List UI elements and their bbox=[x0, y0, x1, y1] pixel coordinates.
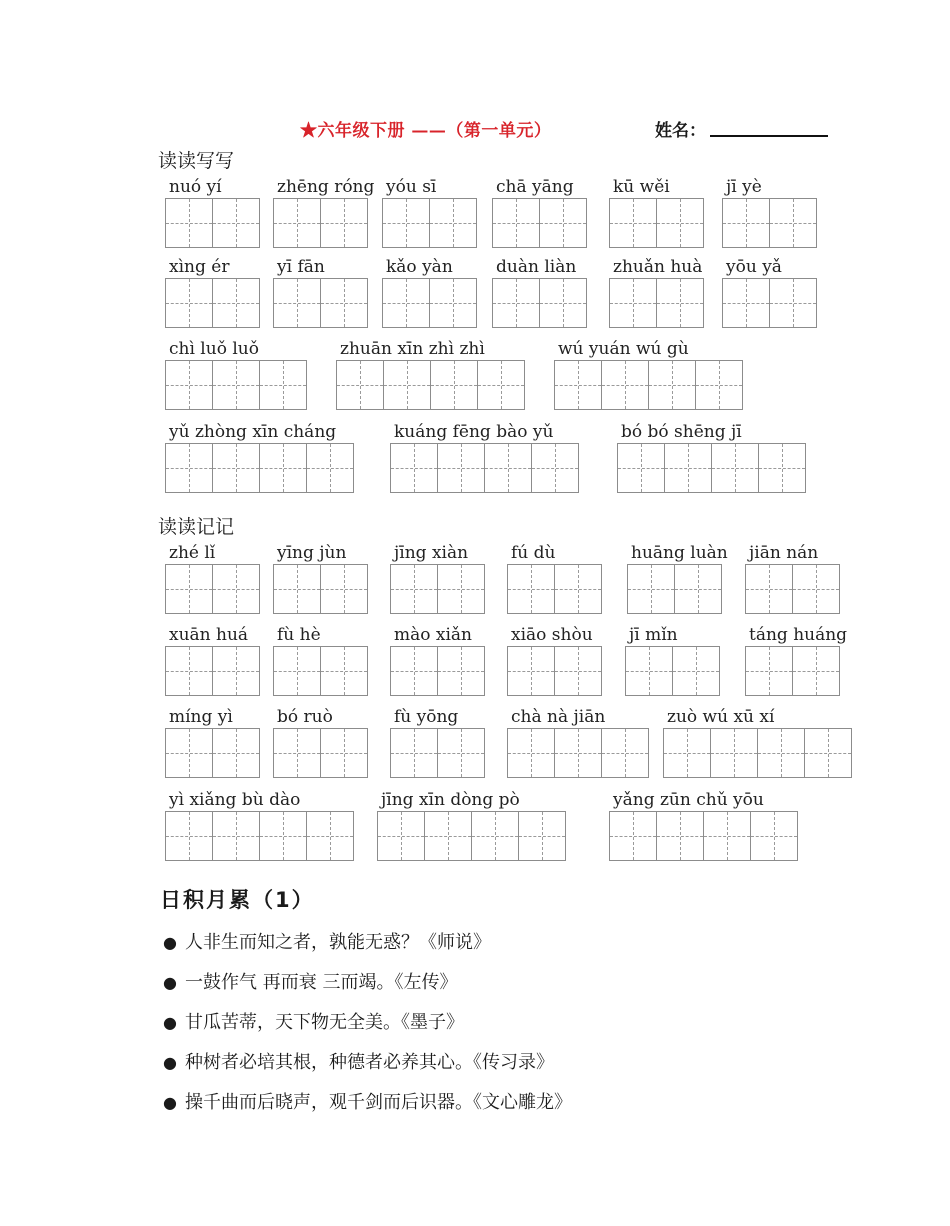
pinyin-label: jīng xīn dòng pò bbox=[381, 790, 520, 810]
writing-cell[interactable] bbox=[424, 811, 472, 861]
writing-cell[interactable] bbox=[273, 198, 321, 248]
pinyin-label: chì luǒ luǒ bbox=[169, 339, 259, 359]
writing-cell[interactable] bbox=[769, 198, 817, 248]
proverb-item bbox=[163, 928, 491, 954]
writing-cell[interactable] bbox=[437, 728, 485, 778]
pinyin-label: jiān nán bbox=[749, 543, 819, 563]
writing-cell[interactable] bbox=[745, 646, 793, 696]
writing-cell[interactable] bbox=[165, 278, 213, 328]
writing-cell[interactable] bbox=[259, 811, 307, 861]
writing-cell[interactable] bbox=[212, 646, 260, 696]
pinyin-label: bó bó shēng jī bbox=[621, 422, 742, 442]
writing-cell[interactable] bbox=[212, 564, 260, 614]
writing-cell[interactable] bbox=[273, 564, 321, 614]
name-field[interactable] bbox=[710, 135, 828, 137]
proverb-text: 甘瓜苦蒂，天下物无全美。《墨子》 bbox=[185, 1012, 464, 1033]
pinyin-label: yī fān bbox=[277, 257, 325, 277]
bullet-icon: ● bbox=[163, 1093, 177, 1112]
pinyin-label: huāng luàn bbox=[631, 543, 728, 563]
writing-cell[interactable] bbox=[507, 564, 555, 614]
bullet-icon: ● bbox=[163, 1053, 177, 1072]
writing-cell[interactable] bbox=[212, 198, 260, 248]
writing-cell[interactable] bbox=[437, 443, 485, 493]
pinyin-label: bó ruò bbox=[277, 707, 333, 727]
writing-cell[interactable] bbox=[625, 646, 673, 696]
writing-cell[interactable] bbox=[259, 443, 307, 493]
writing-cell[interactable] bbox=[663, 728, 711, 778]
bullet-icon: ● bbox=[163, 933, 177, 952]
writing-cell[interactable] bbox=[804, 728, 852, 778]
writing-cell[interactable] bbox=[507, 728, 555, 778]
writing-cell[interactable] bbox=[306, 811, 354, 861]
writing-cell[interactable] bbox=[336, 360, 384, 410]
writing-cell[interactable] bbox=[656, 811, 704, 861]
writing-cell[interactable] bbox=[382, 198, 430, 248]
proverb-text: 人非生而知之者，孰能无惑？《师说》 bbox=[185, 932, 491, 953]
writing-cell[interactable] bbox=[601, 360, 649, 410]
writing-cell[interactable] bbox=[492, 278, 540, 328]
writing-cell[interactable] bbox=[165, 811, 213, 861]
pinyin-label: nuó yí bbox=[169, 177, 222, 197]
pinyin-label: xìng ér bbox=[169, 257, 230, 277]
writing-cell[interactable] bbox=[648, 360, 696, 410]
pinyin-label: kū wěi bbox=[613, 177, 670, 197]
proverb-text: 一鼓作气 再而衰 三而竭。《左传》 bbox=[185, 972, 458, 993]
writing-cell[interactable] bbox=[390, 443, 438, 493]
writing-cell[interactable] bbox=[757, 728, 805, 778]
writing-cell[interactable] bbox=[212, 811, 260, 861]
writing-cell[interactable] bbox=[656, 198, 704, 248]
writing-cell[interactable] bbox=[674, 564, 722, 614]
proverb-item bbox=[163, 968, 457, 994]
writing-cell[interactable] bbox=[710, 728, 758, 778]
writing-cell[interactable] bbox=[477, 360, 525, 410]
pinyin-label: fú dù bbox=[511, 543, 556, 563]
pinyin-label: fù hè bbox=[277, 625, 321, 645]
writing-cell[interactable] bbox=[492, 198, 540, 248]
writing-cell[interactable] bbox=[518, 811, 566, 861]
pinyin-label: yǎng zūn chǔ yōu bbox=[613, 790, 764, 810]
writing-cell[interactable] bbox=[554, 564, 602, 614]
pinyin-label: xuān huá bbox=[169, 625, 249, 645]
proverb-text: 操千曲而后晓声，观千剑而后识器。《文心雕龙》 bbox=[185, 1092, 572, 1113]
writing-cell[interactable] bbox=[656, 278, 704, 328]
pinyin-label: jīng xiàn bbox=[394, 543, 469, 563]
writing-cell[interactable] bbox=[617, 443, 665, 493]
writing-cell[interactable] bbox=[390, 564, 438, 614]
section-heading-read-remember: 读读记记 bbox=[158, 516, 235, 538]
writing-cell[interactable] bbox=[259, 360, 307, 410]
writing-cell[interactable] bbox=[212, 443, 260, 493]
writing-cell[interactable] bbox=[792, 646, 840, 696]
writing-cell[interactable] bbox=[711, 443, 759, 493]
bullet-icon: ● bbox=[163, 973, 177, 992]
pinyin-label: fù yōng bbox=[394, 707, 459, 727]
writing-cell[interactable] bbox=[320, 646, 368, 696]
writing-cell[interactable] bbox=[212, 278, 260, 328]
pinyin-label: táng huáng bbox=[749, 625, 848, 645]
proverb-item bbox=[163, 1088, 572, 1114]
pinyin-label: yì xiǎng bù dào bbox=[169, 790, 301, 810]
proverb-item bbox=[163, 1048, 554, 1074]
writing-cell[interactable] bbox=[273, 646, 321, 696]
proverb-text: 种树者必培其根，种德者必养其心。《传习录》 bbox=[185, 1052, 554, 1073]
writing-cell[interactable] bbox=[320, 198, 368, 248]
pinyin-label: zuò wú xū xí bbox=[667, 707, 775, 727]
pinyin-label: yóu sī bbox=[386, 177, 437, 197]
writing-cell[interactable] bbox=[672, 646, 720, 696]
bullet-icon: ● bbox=[163, 1013, 177, 1032]
writing-cell[interactable] bbox=[390, 728, 438, 778]
pinyin-label: yǔ zhòng xīn cháng bbox=[169, 422, 337, 442]
writing-cell[interactable] bbox=[320, 728, 368, 778]
writing-cell[interactable] bbox=[792, 564, 840, 614]
writing-cell[interactable] bbox=[320, 278, 368, 328]
worksheet-title: ★六年级下册 ——（第一单元） bbox=[300, 121, 552, 141]
writing-cell[interactable] bbox=[539, 278, 587, 328]
pinyin-label: duàn liàn bbox=[496, 257, 577, 277]
writing-cell[interactable] bbox=[722, 198, 770, 248]
writing-cell[interactable] bbox=[165, 443, 213, 493]
pinyin-label: wú yuán wú gù bbox=[558, 339, 689, 359]
pinyin-label: chà nà jiān bbox=[511, 707, 606, 727]
writing-cell[interactable] bbox=[554, 360, 602, 410]
writing-cell[interactable] bbox=[609, 278, 657, 328]
writing-cell[interactable] bbox=[437, 646, 485, 696]
proverb-item bbox=[163, 1008, 464, 1034]
pinyin-label: mào xiǎn bbox=[394, 625, 473, 645]
writing-cell[interactable] bbox=[430, 360, 478, 410]
name-label: 姓名： bbox=[655, 121, 706, 141]
pinyin-label: zhēng róng bbox=[277, 177, 375, 197]
writing-cell[interactable] bbox=[695, 360, 743, 410]
writing-cell[interactable] bbox=[758, 443, 806, 493]
writing-cell[interactable] bbox=[609, 811, 657, 861]
writing-cell[interactable] bbox=[165, 728, 213, 778]
writing-cell[interactable] bbox=[539, 198, 587, 248]
writing-cell[interactable] bbox=[627, 564, 675, 614]
writing-cell[interactable] bbox=[320, 564, 368, 614]
writing-cell[interactable] bbox=[703, 811, 751, 861]
pinyin-label: jī mǐn bbox=[629, 625, 678, 645]
writing-cell[interactable] bbox=[745, 564, 793, 614]
writing-cell[interactable] bbox=[273, 728, 321, 778]
writing-cell[interactable] bbox=[554, 646, 602, 696]
writing-cell[interactable] bbox=[664, 443, 712, 493]
pinyin-label: kǎo yàn bbox=[386, 257, 453, 277]
pinyin-label: xiāo shòu bbox=[511, 625, 593, 645]
writing-cell[interactable] bbox=[383, 360, 431, 410]
pinyin-label: kuáng fēng bào yǔ bbox=[394, 422, 554, 442]
writing-cell[interactable] bbox=[531, 443, 579, 493]
pinyin-label: yōu yǎ bbox=[726, 257, 782, 277]
writing-cell[interactable] bbox=[429, 198, 477, 248]
writing-cell[interactable] bbox=[382, 278, 430, 328]
writing-cell[interactable] bbox=[437, 564, 485, 614]
writing-cell[interactable] bbox=[273, 278, 321, 328]
pinyin-label: jī yè bbox=[726, 177, 762, 197]
writing-cell[interactable] bbox=[390, 646, 438, 696]
writing-cell[interactable] bbox=[165, 360, 213, 410]
writing-cell[interactable] bbox=[484, 443, 532, 493]
pinyin-label: chā yāng bbox=[496, 177, 574, 197]
writing-cell[interactable] bbox=[429, 278, 477, 328]
writing-cell[interactable] bbox=[165, 646, 213, 696]
writing-cell[interactable] bbox=[769, 278, 817, 328]
writing-cell[interactable] bbox=[722, 278, 770, 328]
writing-cell[interactable] bbox=[212, 360, 260, 410]
writing-cell[interactable] bbox=[165, 564, 213, 614]
pinyin-label: yīng jùn bbox=[277, 543, 347, 563]
writing-cell[interactable] bbox=[750, 811, 798, 861]
writing-cell[interactable] bbox=[609, 198, 657, 248]
writing-cell[interactable] bbox=[212, 728, 260, 778]
section-heading-read-write: 读读写写 bbox=[158, 150, 235, 172]
pinyin-label: zhuǎn huà bbox=[613, 257, 703, 277]
writing-cell[interactable] bbox=[165, 198, 213, 248]
writing-cell[interactable] bbox=[601, 728, 649, 778]
writing-cell[interactable] bbox=[507, 646, 555, 696]
writing-cell[interactable] bbox=[554, 728, 602, 778]
writing-cell[interactable] bbox=[471, 811, 519, 861]
pinyin-label: míng yì bbox=[169, 707, 233, 727]
pinyin-label: zhuān xīn zhì zhì bbox=[340, 339, 485, 359]
writing-cell[interactable] bbox=[306, 443, 354, 493]
section-heading-accumulate: 日积月累（1） bbox=[160, 888, 315, 912]
writing-cell[interactable] bbox=[377, 811, 425, 861]
pinyin-label: zhé lǐ bbox=[169, 543, 216, 563]
